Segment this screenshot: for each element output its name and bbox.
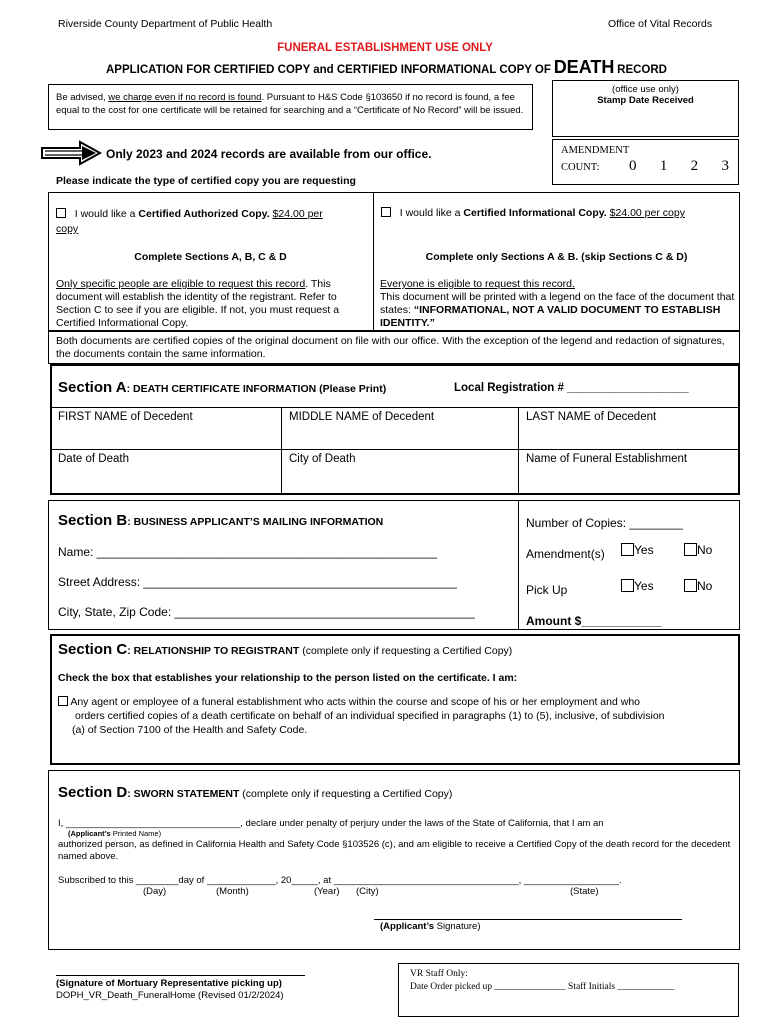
pickup-no-checkbox[interactable] — [684, 579, 697, 592]
middle-name-field[interactable]: MIDDLE NAME of Decedent — [289, 411, 435, 423]
amendments-label: Amendment(s) — [526, 547, 605, 561]
stamp-box — [552, 80, 739, 137]
informational-description: Everyone is eligible to request this record. This document will be printed with a legend on the face of the document that states: “INFORMATIONAL, NOT A VALID DOCUMENT TO ESTABLISH IDENTITY.” — [380, 278, 735, 329]
informational-sections: Complete only Sections A & B. (skip Sections C & D) — [425, 251, 688, 263]
department-name: Riverside County Department of Public Health — [58, 18, 273, 30]
city-caption: (City) — [356, 886, 379, 897]
title-record: RECORD — [617, 64, 667, 76]
section-c-instruction: Check the box that establishes your relationship to the person listed on the certificate. I am: — [58, 672, 518, 684]
authorized-sections: Complete Sections A, B, C & D — [134, 251, 287, 263]
section-c-heading: Section C: RELATIONSHIP TO REGISTRANT (complete only if requesting a Certified Copy) — [58, 641, 513, 658]
amendment-count-2[interactable]: 2 — [690, 158, 699, 174]
title-death: DEATH — [553, 57, 615, 77]
amendment-label: AMENDMENT — [561, 145, 630, 156]
number-of-copies-field[interactable]: Number of Copies: ________ — [526, 516, 683, 530]
month-caption: (Month) — [216, 886, 249, 897]
advisory-text: Be advised, we charge even if no record is found. Pursuant to H&S Code §103650 if no record is found, a fee equal to the cost for one certificate will be retained for searching and a “Certificate of No Record” will be issued. — [56, 92, 524, 116]
pickup-yes-checkbox[interactable] — [621, 579, 634, 592]
sworn-declaration[interactable]: I, _________________________________, declare under penalty of perjury under the laws of the State of California, that I am an — [58, 818, 604, 829]
funeral-agent-option: Any agent or employee of a funeral establishment who acts within the course and scope of his or her employment and who orders certified copies of a death certificate on behalf of an individual specified in paragraphs (1) to (5), inclusive, of subdivision (a) of Section 7100 of the Health and Safety Code. — [58, 695, 738, 737]
amendment-count-label: COUNT: — [561, 162, 600, 173]
use-only-banner: FUNERAL ESTABLISHMENT USE ONLY — [277, 42, 493, 54]
year-caption: (Year) — [314, 886, 340, 897]
amendment-box — [552, 139, 739, 185]
amendment-count-0[interactable]: 0 — [629, 158, 637, 174]
local-registration[interactable]: Local Registration # ___________________ — [454, 382, 689, 394]
staff-only-label: VR Staff Only: — [410, 969, 468, 979]
indicate-heading: Please indicate the type of certified copy you are requesting — [56, 175, 356, 187]
title-application: APPLICATION FOR CERTIFIED COPY and CERTIFIED INFORMATIONAL COPY OF — [106, 64, 551, 76]
date-order-picked-up[interactable]: Date Order picked up _______________ Staff Initials ____________ — [410, 982, 675, 992]
staff-only-box — [398, 963, 739, 1017]
amendments-no: No — [684, 543, 712, 557]
last-name-field[interactable]: LAST NAME of Decedent — [526, 411, 657, 423]
stamp-date-label: Stamp Date Received — [597, 95, 694, 106]
records-notice: Only 2023 and 2024 records are available from our office. — [106, 147, 432, 161]
state-caption: (State) — [570, 886, 599, 897]
office-name: Office of Vital Records — [608, 18, 713, 30]
amendments-no-checkbox[interactable] — [684, 543, 697, 556]
option-authorized: I would like a Certified Authorized Copy. $24.00 per copy — [56, 208, 323, 235]
date-of-death-field[interactable]: Date of Death — [58, 453, 129, 465]
amendments-yes-checkbox[interactable] — [621, 543, 634, 556]
advisory-box — [48, 84, 533, 130]
mortuary-signature-caption: (Signature of Mortuary Representative picking up) — [56, 978, 282, 989]
informational-copy-checkbox[interactable] — [381, 207, 391, 217]
office-use-label: (office use only) — [612, 84, 679, 95]
amount-field[interactable]: Amount $____________ — [526, 614, 662, 628]
city-of-death-field[interactable]: City of Death — [289, 453, 356, 465]
printed-name-caption: (Applicant’s Printed Name) — [68, 829, 162, 838]
section-a-heading: Section A: DEATH CERTIFICATE INFORMATION (Please Print) — [58, 379, 387, 396]
arrow-icon — [40, 140, 102, 169]
day-caption: (Day) — [143, 886, 167, 897]
amendment-count-3[interactable]: 3 — [721, 158, 729, 174]
first-name-field[interactable]: FIRST NAME of Decedent — [58, 411, 193, 423]
both-documents-note: Both documents are certified copies of the original document on file with our office. With the exception of the legend and redaction of signatures, the documents contain the same information. — [56, 335, 725, 360]
subscribed-line[interactable]: Subscribed to this ________day of _____________, 20_____, at ___________________________________, __________________. — [58, 875, 622, 886]
option-informational: I would like a Certified Informational Copy. $24.00 per copy — [381, 207, 685, 219]
street-address-field[interactable]: Street Address: _______________________________________________ — [58, 575, 458, 589]
applicant-name-field[interactable]: Name: ___________________________________________________ — [58, 545, 438, 559]
authorized-person-text: authorized person, as defined in California Health and Safety Code §103526 (c), and am eligible to receive a Certified Copy of the death record for the decedent named above. — [58, 839, 731, 862]
funeral-establishment-field[interactable]: Name of Funeral Establishment — [526, 453, 688, 465]
applicant-signature-caption: (Applicant’s Signature) — [380, 921, 481, 932]
form-title — [106, 57, 667, 78]
pickup-label: Pick Up — [526, 583, 568, 597]
section-b-heading: Section B: BUSINESS APPLICANT’S MAILING INFORMATION — [58, 512, 384, 529]
authorized-description: Only specific people are eligible to request this record. This document will establish the identity of the registrant. Refer to Section C to see if you are eligible. If not, you must request a Certified Informational Copy. — [56, 278, 340, 329]
amendments-yes: Yes — [621, 543, 654, 557]
pickup-no: No — [684, 579, 712, 593]
amendment-count-1[interactable]: 1 — [659, 158, 668, 174]
funeral-agent-checkbox[interactable] — [58, 696, 68, 706]
city-state-zip-field[interactable]: City, State, Zip Code: _____________________________________________ — [58, 605, 475, 619]
amendment-counts — [629, 158, 729, 175]
section-d-heading: Section D: SWORN STATEMENT (complete only if requesting a Certified Copy) — [58, 784, 453, 801]
form-identifier: DOPH_VR_Death_FuneralHome (Revised 01/2/2024) — [56, 990, 284, 1001]
authorized-copy-checkbox[interactable] — [56, 208, 66, 218]
pickup-yes: Yes — [621, 579, 654, 593]
